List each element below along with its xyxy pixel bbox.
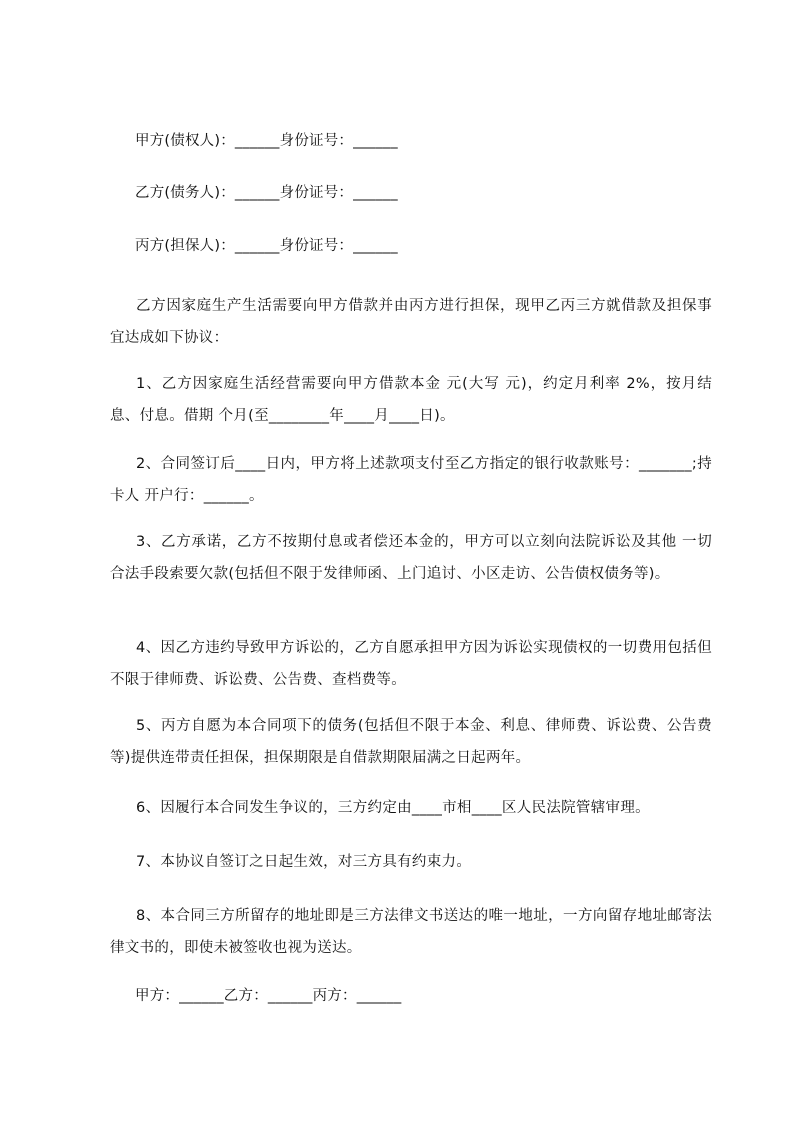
- clause-5-text: 5、丙方自愿为本合同项下的债务(包括但不限于本金、利息、律师费、诉讼费、公告费等)提供连带责任担保，担保期限是自借款期限届满之日起两年。: [110, 718, 712, 766]
- clause-7-text: 7、本协议自签订之日起生效，对三方具有约束力。: [136, 854, 472, 870]
- clause-1: [110, 368, 712, 432]
- clause-4: [110, 632, 712, 696]
- clause-1-text: 1、乙方因家庭生活经营需要向甲方借款本金 元(大写 元)，约定月利率 2%，按月结息、付息。借期 个月(至________年____月____日)。: [110, 376, 712, 424]
- intro-text: 乙方因家庭生产生活需要向甲方借款并由丙方进行担保，现甲乙丙三方就借款及担保事宜达成如下协议：: [110, 298, 712, 346]
- clause-8: [110, 900, 712, 964]
- clause-6: [110, 792, 712, 824]
- clause-8-text: 8、本合同三方所留存的地址即是三方法律文书送达的唯一地址，一方向留存地址邮寄法律文书的，即使未被签收也视为送达。: [110, 908, 712, 956]
- party-yi-line: 乙方(债务人)：______身份证号：______: [135, 185, 398, 201]
- clause-4-text: 4、因乙方违约导致甲方诉讼的，乙方自愿承担甲方因为诉讼实现债权的一切费用包括但不限于律师费、诉讼费、公告费、查档费等。: [110, 640, 712, 688]
- clause-2-text: 2、合同签订后____日内，甲方将上述款项支付至乙方指定的银行收款账号：_______;持卡人 开户行：______。: [110, 456, 712, 504]
- clause-6-text: 6、因履行本合同发生争议的，三方约定由____市相____区人民法院管辖审理。: [136, 800, 650, 816]
- signature-line: 甲方：______乙方：______丙方：______: [135, 988, 402, 1004]
- clause-2: [110, 448, 712, 512]
- clause-3: [110, 526, 712, 590]
- clause-5: [110, 710, 712, 774]
- clause-3-text: 3、乙方承诺，乙方不按期付息或者偿还本金的，甲方可以立刻向法院诉讼及其他 一切合法手段索要欠款(包括但不限于发律师函、上门追讨、小区走访、公告债权债务等)。: [110, 534, 712, 582]
- party-jia-line: 甲方(债权人)：______身份证号：______: [135, 133, 398, 149]
- party-bing-line: 丙方(担保人)：______身份证号：______: [135, 238, 398, 254]
- clause-7: [110, 846, 712, 878]
- intro-paragraph: [110, 290, 712, 354]
